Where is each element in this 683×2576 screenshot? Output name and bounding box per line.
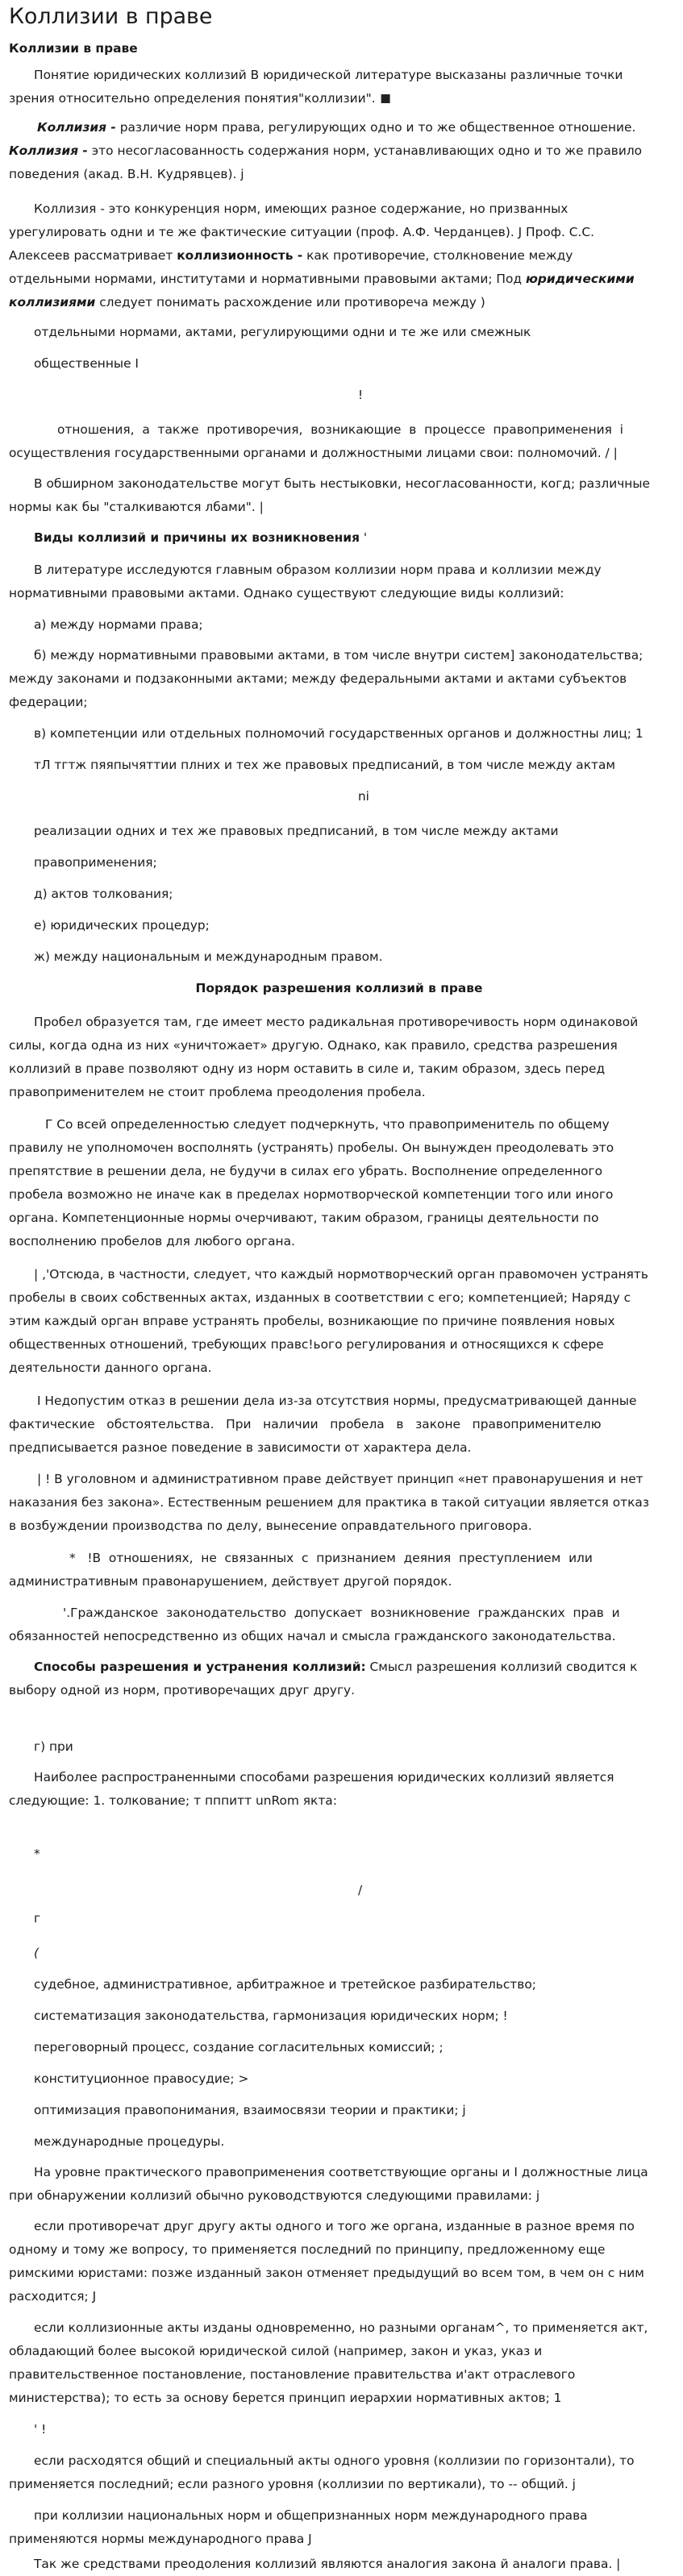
fragment-line: общественные I <box>34 356 139 371</box>
list-item: международные процедуры. <box>34 2134 225 2149</box>
paragraph-line: | ,'Отсюда, в частности, следует, что каждый нормотворческий орган правомочен устранять <box>34 1267 648 1282</box>
paragraph-line: общественных отношений, требующих правс!ього регулирования и относящихся к сфере <box>9 1337 604 1352</box>
page-title: Коллизии в праве <box>9 4 213 29</box>
paragraph-line: деятельности данного органа. <box>9 1361 212 1375</box>
list-item: а) между нормами права; <box>34 617 203 632</box>
paragraph-line: обязанностей непосредственно из общих начал и смысла гражданского законодательства. <box>9 1629 616 1643</box>
paragraph-line: I Недопустим отказ в решении дела из-за отсутствия нормы, предусматривающей данные <box>37 1394 637 1408</box>
list-item: реализации одних и тех же правовых предписаний, в том числе между актами <box>34 824 559 838</box>
definition-line: Коллизия - различие норм права, регулирующих одно и то же общественное отношение. <box>37 120 636 135</box>
paragraph-line: министерства); то есть за основу берется принцип иерархии нормативных актов; 1 <box>9 2391 562 2405</box>
paragraph-line: при коллизии национальных норм и общепризнанных норм международного права <box>34 2508 588 2523</box>
paragraph-line: выбору одной из норм, противоречащих друг другу. <box>9 1683 356 1697</box>
list-item: переговорный процесс, создание согласительных комиссий; ; <box>34 2040 444 2055</box>
paragraph-line: нормативными правовыми актами. Однако существуют следующие виды коллизий: <box>9 586 564 600</box>
paragraph-line: пробела возможно не иначе как в пределах нормотворческой компетенции того или иного <box>9 1187 614 1202</box>
paragraph-line: римскими юристами: позже изданный закон отменяет предыдущий во всем том, в чем он с ним <box>9 2266 644 2280</box>
paragraph-line: применяется последний; если разного уровня (коллизии по вертикали), то -- общий. j <box>9 2477 576 2491</box>
paragraph-line: | ! В уголовном и административном праве действует принцип «нет правонарушения и нет <box>37 1472 643 1486</box>
paragraph-line: если противоречат друг другу акты одного и того же органа, изданные в разное время по <box>34 2219 635 2233</box>
paragraph-line: при обнаружении коллизий обычно руководствуются следующими правилами: j <box>9 2188 540 2203</box>
definition-line: поведения (акад. В.Н. Кудрявцев). j <box>9 167 244 181</box>
list-item: д) актов толкования; <box>34 887 173 901</box>
paragraph-line: следующие: 1. толкование; т пппитт unRom якта: <box>9 1793 337 1808</box>
list-item: систематизация законодательства, гармонизация юридических норм; ! <box>34 2009 508 2023</box>
paragraph-line: осуществления государственными органами и должностными лицами свои: полномочий. / | <box>9 446 618 460</box>
fragment-line: отдельными нормами, актами, регулирующими одни и те же или смежнык <box>34 325 531 339</box>
paragraph-line: Коллизия - это конкуренция норм, имеющих разное содержание, но призванных <box>34 202 568 216</box>
list-item: е) юридических процедур; <box>34 918 210 933</box>
paragraph-line: коллизий в праве позволяют одну из норм оставить в силе и, таким образом, здесь перед <box>9 1062 606 1076</box>
stray-mark: ni <box>358 789 369 804</box>
square-bullet-icon <box>381 94 390 103</box>
paragraph-line: Г Со всей определенностью следует подчеркнуть, что правоприменитель по общему <box>45 1117 610 1132</box>
paragraph-line: восполнению пробелов для любого органа. <box>9 1234 295 1249</box>
paragraph-line: органа. Компетенционные нормы очерчивают, таким образом, границы деятельности по <box>9 1211 599 1225</box>
paragraph-line: наказания без закона». Естественным решением для практика в такой ситуации является отказ <box>9 1495 650 1510</box>
stray-mark: ! <box>358 388 364 402</box>
section-heading: Порядок разрешения коллизий в праве <box>195 981 483 995</box>
paragraph-line: коллизиями следует понимать расхождение или противореча между ) <box>9 295 485 310</box>
paragraph-line: силы, когда одна из них «уничтожает» другую. Однако, как правило, средства разрешения <box>9 1038 618 1053</box>
list-item: между законами и подзаконными актами; между федеральными актами и актами субъектов <box>9 671 627 686</box>
paragraph-line: '.Гражданское законодательство допускает возникновение гражданских прав и <box>63 1606 620 1620</box>
paragraph-line: правилу не уполномочен восполнять (устранять) пробелы. Он вынужден преодолевать это <box>9 1141 614 1155</box>
paragraph-line: правоприменителем не стоит проблема преодоления пробела. <box>9 1085 426 1099</box>
definition-line: Коллизия - это несогласованность содержания норм, устанавливающих одно и то же правило <box>9 143 643 158</box>
list-item: правоприменения; <box>34 855 157 870</box>
fragment-line: г) при <box>34 1739 73 1754</box>
paragraph-line: отношения, а также противоречия, возникающие в процессе правоприменения i <box>57 422 623 437</box>
paragraph-line: в возбуждении производства по делу, вынесение оправдательного приговора. <box>9 1519 532 1533</box>
paragraph-line: зрения относительно определения понятия"коллизии". <box>9 90 678 106</box>
list-item: федерации; <box>9 695 88 709</box>
paragraph-line: расходится; J <box>9 2289 97 2304</box>
paragraph-line: Способы разрешения и устранения коллизий: Смысл разрешения коллизий сводится к <box>34 1660 638 1674</box>
paragraph-line: В обширном законодательстве могут быть нестыковки, несогласованности, когд; различные <box>34 476 650 491</box>
paragraph-line: применяются нормы международного права J <box>9 2532 312 2546</box>
paragraph-line: В литературе исследуются главным образом коллизии норм права и коллизии между <box>34 563 602 577</box>
paragraph-line: если расходятся общий и специальный акты одного уровня (коллизии по горизонтали), то <box>34 2453 635 2468</box>
paragraph-line: На уровне практического правоприменения соответствующие органы и I должностные лица <box>34 2165 648 2179</box>
paragraph-line: предписывается разное поведение в зависимости от характера дела. <box>9 1440 472 1455</box>
list-item: б) между нормативными правовыми актами, в том числе внутри систем] законодательства; <box>34 648 643 663</box>
paragraph-line: Так же средствами преодоления коллизий являются аналогия закона й аналоги права. | <box>34 2557 621 2571</box>
paragraph-line: этим каждый орган вправе устранять пробелы, возникающие по причине появления новых <box>9 1314 615 1328</box>
paragraph-line: * !В отношениях, не связанных с признанием деяния преступлением или <box>69 1551 593 1565</box>
stray-mark: г <box>34 1911 41 1926</box>
paragraph-line: Наиболее распространенными способами разрешения юридических коллизий является <box>34 1770 614 1785</box>
stray-mark: ' ! <box>34 2422 47 2437</box>
paragraph-line: Понятие юридических коллизий В юридической литературе высказаны различные точки <box>34 68 623 82</box>
paragraph-line: одному и тому же вопросу, то применяется последний по принципу, предложенному еще <box>9 2242 606 2257</box>
section-heading: Коллизии в праве <box>9 41 138 56</box>
list-item: в) компетенции или отдельных полномочий государственных органов и должностны лиц; 1 <box>34 726 643 741</box>
term: Коллизия - <box>37 120 116 135</box>
list-item: конституционное правосудие; > <box>34 2071 249 2086</box>
paragraph-line: фактические обстоятельства. При наличии пробела в законе правоприменителю <box>9 1417 602 1431</box>
paragraph-line: если коллизионные акты изданы одновременно, но разными органам^, то применяется акт, <box>34 2320 648 2335</box>
paragraph-line: обладающий более высокой юридической силой (например, закон и указ, указ и <box>9 2344 543 2358</box>
paragraph-line: нормы как бы "сталкиваются лбами". | <box>9 500 264 514</box>
paragraph-line: препятствие в решении дела, не будучи в силах его убрать. Восполнение определенного <box>9 1164 603 1178</box>
paragraph-line: административным правонарушением, действует другой порядок. <box>9 1574 452 1589</box>
paragraph-line: отдельными нормами, институтами и нормативными правовыми актами; Под юридическими <box>9 272 635 286</box>
list-item: оптимизация правопонимания, взаимосвязи теории и практики; j <box>34 2103 466 2117</box>
list-item: ж) между национальным и международным правом. <box>34 949 383 964</box>
paragraph-line: Алексеев рассматривает коллизионность - как противоречие, столкновение между <box>9 248 573 263</box>
stray-mark: / <box>358 1883 363 1897</box>
list-item: тЛ тгтж пяяпычяттии плних и тех же правовых предписаний, в том числе между актам <box>34 758 616 772</box>
paragraph-line: урегулировать одни и те же фактические ситуации (проф. А.Ф. Черданцев). J Проф. С.С. <box>9 225 595 239</box>
paragraph-line: пробелы в своих собственных актах, изданных в соответствии с его; компетенцией; Наряду с <box>9 1290 631 1305</box>
term: Коллизия - <box>9 143 88 158</box>
stray-mark: ( <box>34 1946 40 1960</box>
list-item: судебное, административное, арбитражное и третейское разбирательство; <box>34 1977 536 1992</box>
section-heading: Виды коллизий и причины их возникновения ' <box>34 530 368 545</box>
paragraph-line: правительственное постановление, постановление правительства и'акт отраслевого <box>9 2367 576 2382</box>
stray-mark: * <box>34 1847 40 1861</box>
paragraph-line: Пробел образуется там, где имеет место радикальная противоречивость норм одинаковой <box>34 1015 639 1029</box>
